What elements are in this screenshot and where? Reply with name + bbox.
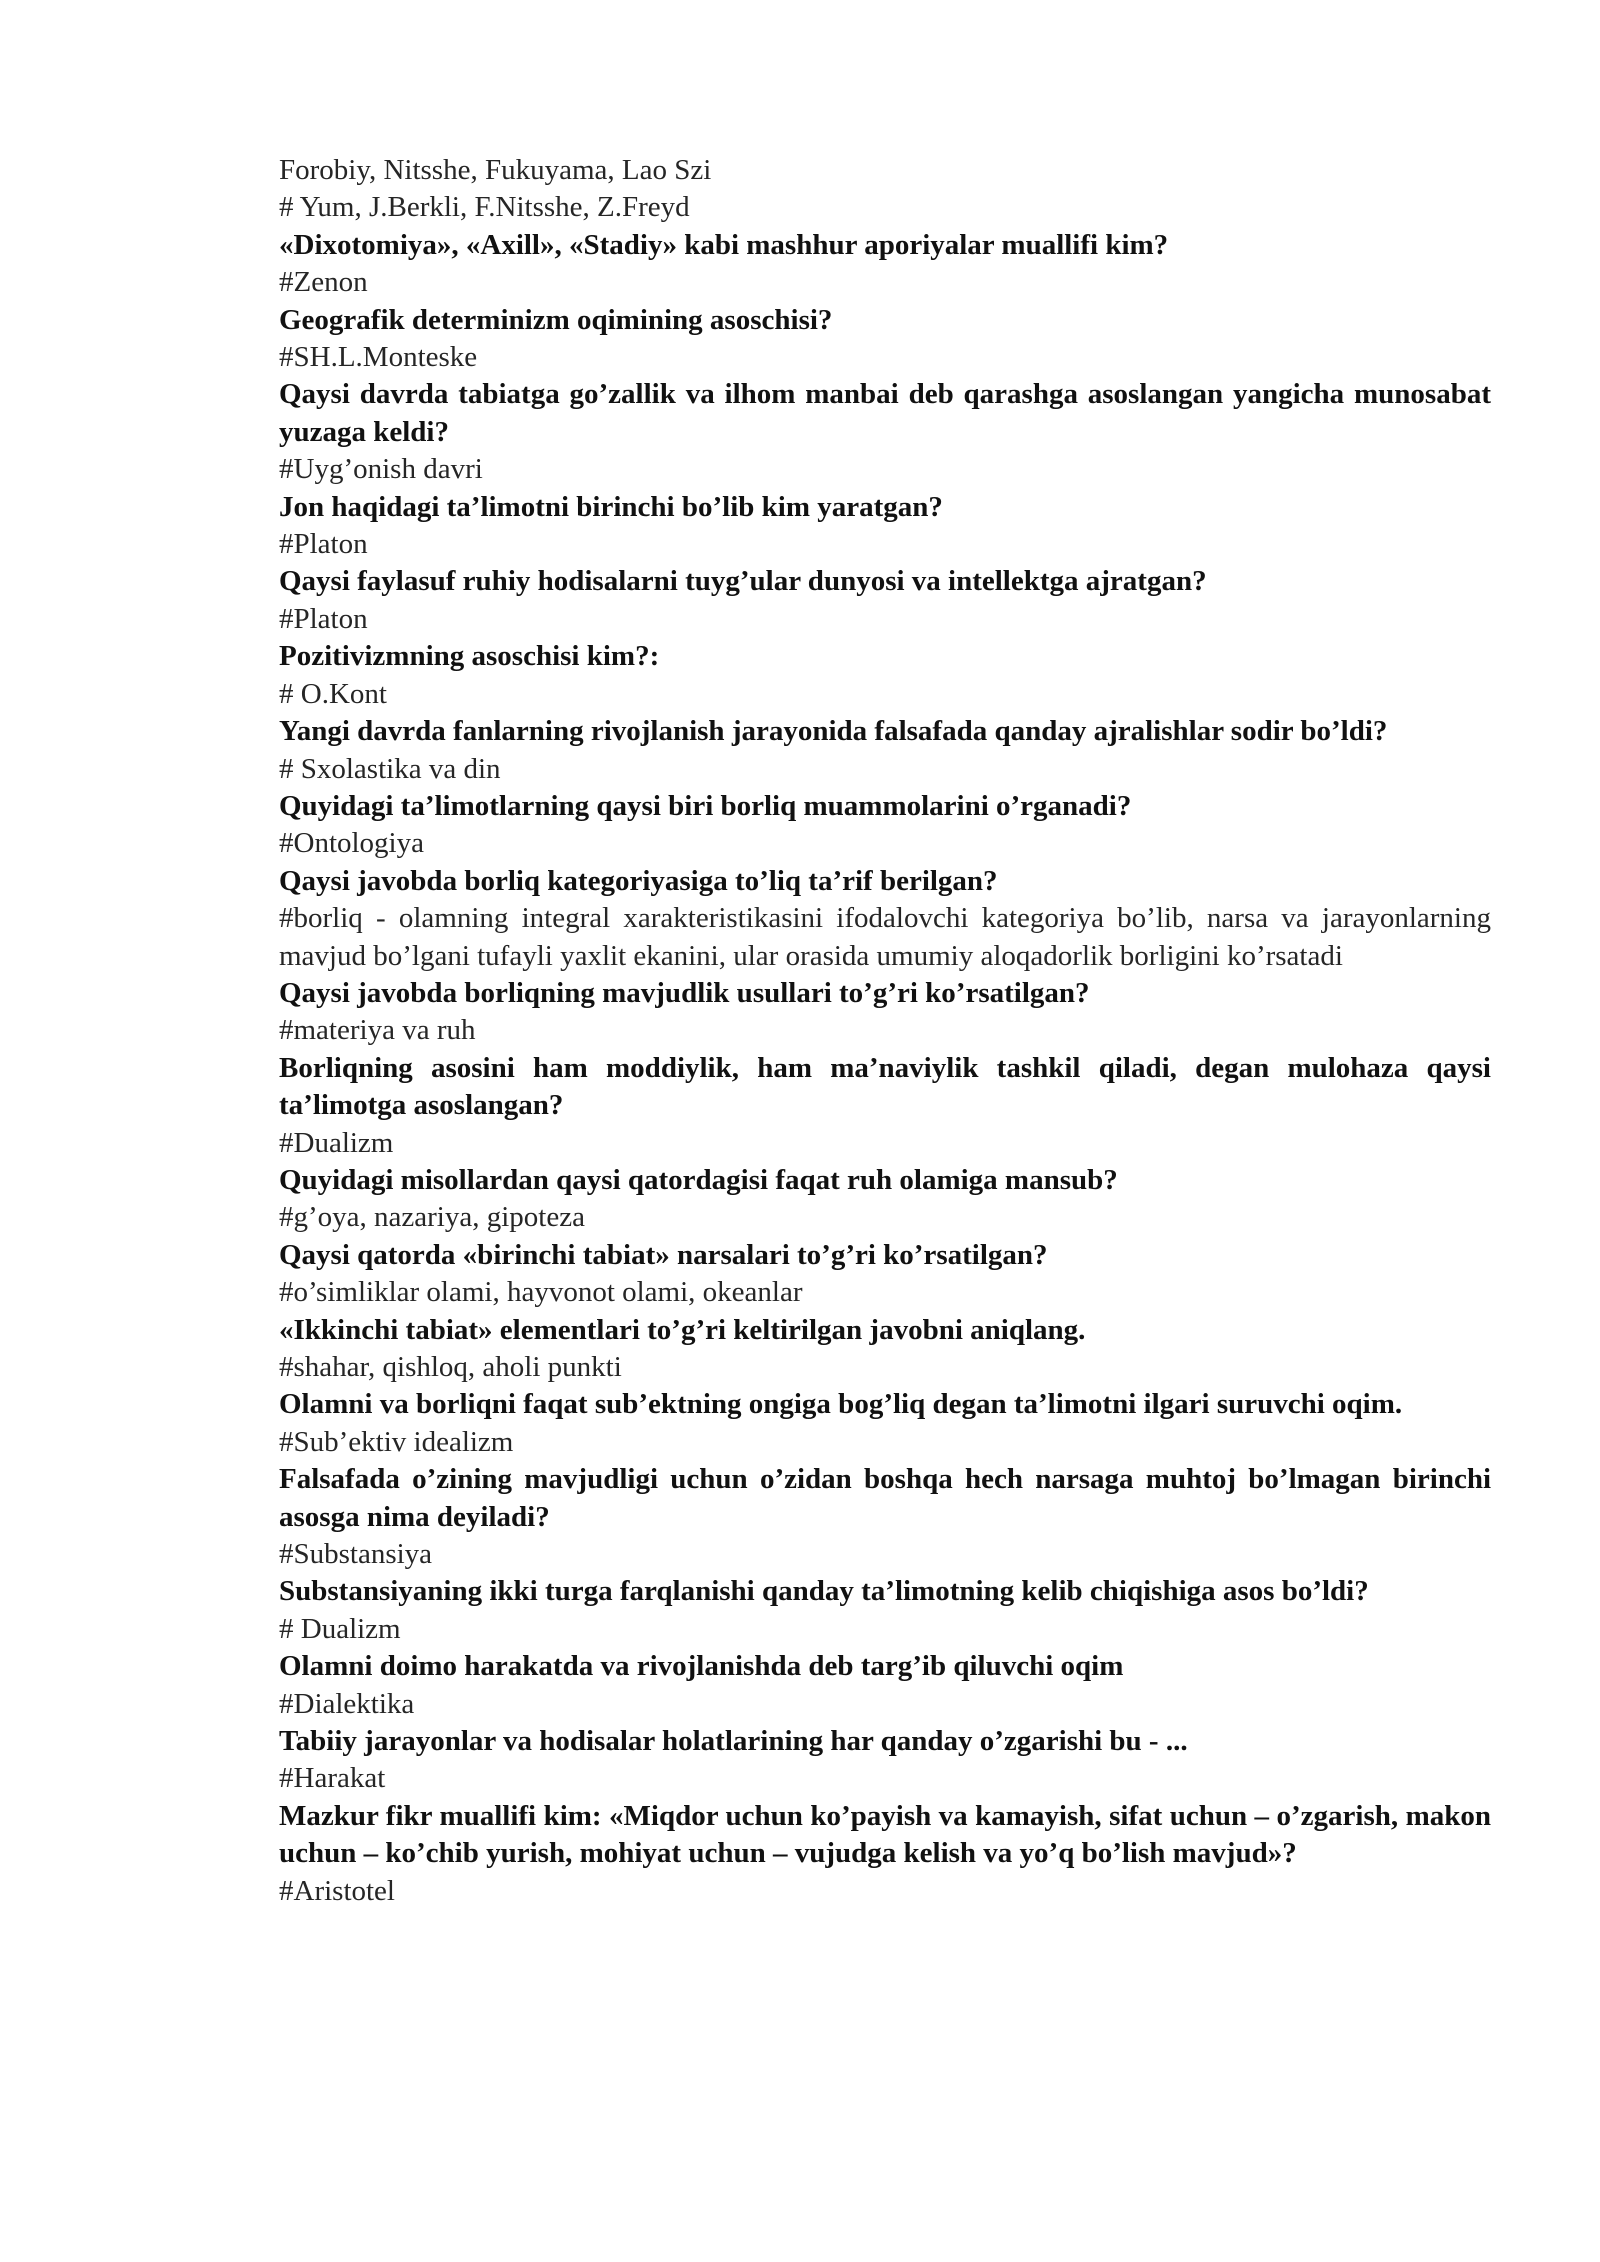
answer-line: #Dialektika (279, 1687, 415, 1720)
question-line: Borliqning asosini ham moddiylik, ham ma’naviylik tashkil qiladi, degan mulohaza qaysi ta’limotga asoslangan? (279, 1051, 1491, 1122)
question-line: «Dixotomiya», «Axill», «Stadiy» kabi mashhur aporiyalar muallifi kim? (279, 228, 1169, 261)
question-line: Substansiyaning ikki turga farqlanishi qanday ta’limotning kelib chiqishiga asos bo’ldi? (279, 1575, 1369, 1608)
answer-line: #Sub’ektiv idealizm (279, 1425, 514, 1458)
question-line: Olamni doimo harakatda va rivojlanishda deb targ’ib qiluvchi oqim (279, 1650, 1124, 1683)
question-line: Qaysi javobda borliqning mavjudlik usullari to’g’ri ko’rsatilgan? (279, 976, 1090, 1009)
question-line: Qaysi davrda tabiatga go’zallik va ilhom manbai deb qarashga asoslangan yangicha munosabat yuzaga keldi? (279, 378, 1491, 448)
answer-line: #SH.L.Monteske (279, 341, 478, 374)
document-page (279, 152, 1491, 1910)
answer-line: #Substansiya (279, 1538, 433, 1571)
answer-line: #Uyg’onish davri (279, 453, 483, 486)
answer-line: # Yum, J.Berkli, F.Nitsshe, Z.Freyd (279, 191, 690, 224)
question-line: Quyidagi ta’limotlarning qaysi biri borliq muammolarini o’rganadi? (279, 789, 1132, 822)
answer-line: #Zenon (279, 266, 368, 299)
answer-line: #Harakat (279, 1762, 386, 1795)
answer-line: #shahar, qishloq, aholi punkti (279, 1351, 622, 1383)
answer-line: #materiya va ruh (279, 1014, 476, 1047)
question-line: Quyidagi misollardan qaysi qatordagisi faqat ruh olamiga mansub? (279, 1163, 1118, 1196)
answer-line: #Ontologiya (279, 827, 424, 860)
answer-line: #Aristotel (279, 1874, 395, 1907)
answer-line: # O.Kont (279, 677, 387, 710)
question-line: Geografik determinizm oqimining asoschisi? (279, 303, 833, 336)
answer-line: # Dualizm (279, 1612, 401, 1645)
answer-line: #borliq - olamning integral xarakteristikasini ifodalovchi kategoriya bo’lib, narsa va jarayonlarning mavjud bo’lgani tufayli yaxlit ekanini, ular orasida umumiy aloqadorlik borligini ko’rsatadi (279, 902, 1491, 972)
question-line: «Ikkinchi tabiat» elementlari to’g’ri keltirilgan javobni aniqlang. (279, 1313, 1086, 1346)
question-line: Qaysi javobda borliq kategoriyasiga to’liq ta’rif berilgan? (279, 864, 998, 897)
answer-line: #Platon (279, 528, 368, 561)
answer-line: #Dualizm (279, 1126, 394, 1159)
question-line: Qaysi faylasuf ruhiy hodisalarni tuyg’ular dunyosi va intellektga ajratgan? (279, 565, 1207, 598)
question-line: Yangi davrda fanlarning rivojlanish jarayonida falsafada qanday ajralishlar sodir bo’ldi? (279, 715, 1388, 748)
question-line: Tabiiy jarayonlar va hodisalar holatlarining har qanday o’zgarishi bu - ... (279, 1725, 1188, 1758)
answer-line: #g’oya, nazariya, gipoteza (279, 1201, 585, 1234)
answer-line: Forobiy, Nitsshe, Fukuyama, Lao Szi (279, 154, 712, 186)
answer-line: #o’simliklar olami, hayvonot olami, okeanlar (279, 1276, 803, 1309)
question-line: Jon haqidagi ta’limotni birinchi bo’lib kim yaratgan? (279, 490, 943, 523)
question-line: Qaysi qatorda «birinchi tabiat» narsalari to’g’ri ko’rsatilgan? (279, 1238, 1048, 1271)
question-line: Falsafada o’zining mavjudligi uchun o’zidan boshqa hech narsaga muhtoj bo’lmagan birinchi asosga nima deyiladi? (279, 1463, 1491, 1533)
question-line: Mazkur fikr muallifi kim: «Miqdor uchun ko’payish va kamayish, sifat uchun – o’zgarish, makon uchun – ko’chib yurish, mohiyat uchun – vujudga kelish va yo’q bo’lish mavjud»? (279, 1799, 1491, 1870)
question-line: Olamni va borliqni faqat sub’ektning ongiga bog’liq degan ta’limotni ilgari suruvchi oqim. (279, 1388, 1403, 1421)
answer-line: #Platon (279, 602, 368, 635)
question-line: Pozitivizmning asoschisi kim?: (279, 640, 660, 673)
answer-line: # Sxolastika va din (279, 752, 501, 785)
